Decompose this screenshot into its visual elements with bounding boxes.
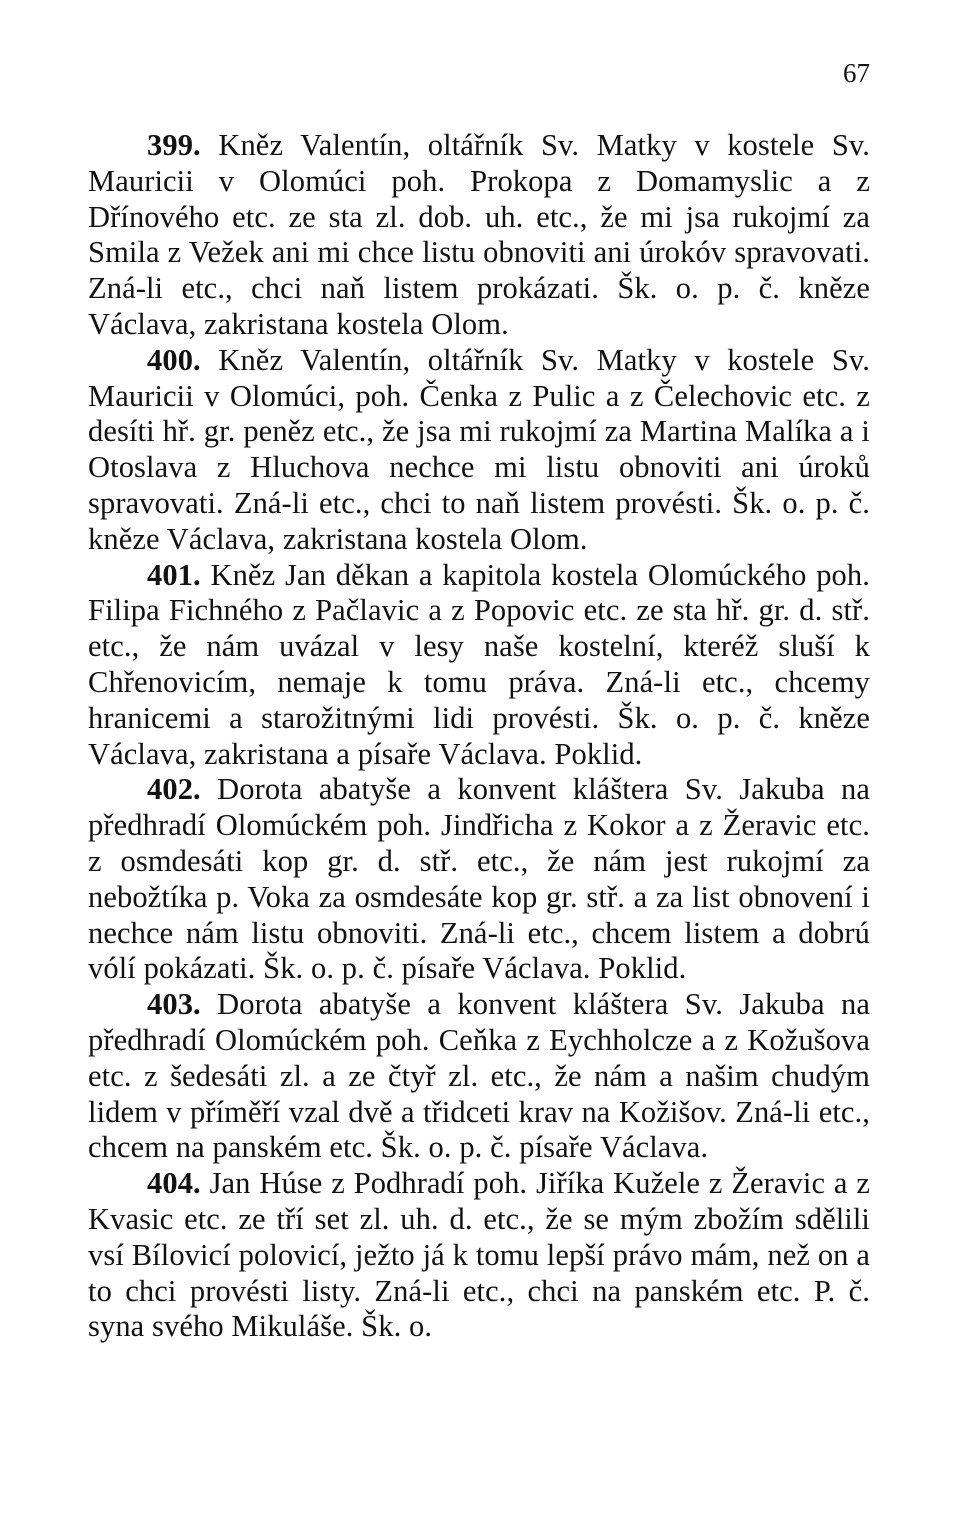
entry-403 bbox=[88, 987, 870, 1166]
entry-402 bbox=[88, 772, 870, 987]
entry-number: 404. bbox=[147, 1166, 201, 1201]
entry-401 bbox=[88, 558, 870, 773]
entry-text: Kněz Valentín, oltářník Sv. Matky v kostele Sv. Mauricii v Olomúci poh. Prokopa z Domamyslic a z Dřínového etc. ze sta zl. dob. uh. etc., že mi jsa rukojmí za Smila z Vežek ani mi chce listu obnoviti ani úrokóv spravovati. Zná-li etc., chci naň listem prokázati. Šk. o. p. č. kněze Václava, zakristana kostela Olom. bbox=[88, 128, 870, 341]
entry-number: 400. bbox=[147, 342, 201, 377]
entry-text: Jan Húse z Podhradí poh. Jiříka Kužele z Žeravic a z Kvasic etc. ze tří set zl. uh. d. etc., že se mým zbožím sdělili vsí Bílovicí polovicí, ježto já k tomu lepší právo mám, než on a to chci provésti listy. Zná-li etc., chci na panském etc. P. č. syna svého Mikuláše. Šk. o. bbox=[88, 1166, 870, 1344]
entry-text: Kněz Jan děkan a kapitola kostela Olomúckého poh. Filipa Fichného z Pačlavic a z Popovic etc. ze sta hř. gr. d. stř. etc., že nám uvázal v lesy naše kostelní, kteréž sluší k Chřenovicím, nemaje k tomu práva. Zná-li etc., chcemy hranicemi a starožitnými lidi provésti. Šk. o. p. č. kněze Václava, zakristana a písaře Václava. Poklid. bbox=[88, 557, 870, 771]
entry-number: 401. bbox=[147, 557, 201, 592]
entry-number: 403. bbox=[147, 987, 201, 1022]
entry-text: Dorota abatyše a konvent kláštera Sv. Jakuba na předhradí Olomúckém poh. Jindřicha z Kokor a z Žeravic etc. z osmdesáti kop gr. d. stř. etc., že nám jest rukojmí za nebožtíka p. Voka za osmdesáte kop gr. stř. a za list obnovení i nechce nám listu obnoviti. Zná-li etc., chcem listem a dobrú vólí pokázati. Šk. o. p. č. písaře Václava. Poklid. bbox=[88, 772, 870, 986]
entry-404 bbox=[88, 1166, 870, 1345]
entry-400 bbox=[88, 343, 870, 558]
entry-text: Kněz Valentín, oltářník Sv. Matky v kostele Sv. Mauricii v Olomúci, poh. Čenka z Pulic a z Čelechovic etc. z desíti hř. gr. peněz etc., že jsa mi rukojmí za Martina Malíka a i Otoslava z Hluchova nechce mi listu obnoviti ani úroků spravovati. Zná-li etc., chci to naň listem provésti. Šk. o. p. č. kněze Václava, zakristana kostela Olom. bbox=[88, 342, 870, 556]
entry-399 bbox=[88, 128, 870, 343]
entry-number: 402. bbox=[147, 772, 201, 807]
entry-text: Dorota abatyše a konvent kláštera Sv. Jakuba na předhradí Olomúckém poh. Ceňka z Eychholcze a z Kožušova etc. z šedesáti zl. a ze čtyř zl. etc., že nám a našim chudým lidem v příměří vzal dvě a třidceti krav na Kožišov. Zná-li etc., chcem na panském etc. Šk. o. p. č. písaře Václava. bbox=[88, 987, 870, 1165]
document-body bbox=[88, 128, 870, 1345]
entry-number: 399. bbox=[147, 128, 201, 162]
page-number: 67 bbox=[843, 58, 870, 88]
